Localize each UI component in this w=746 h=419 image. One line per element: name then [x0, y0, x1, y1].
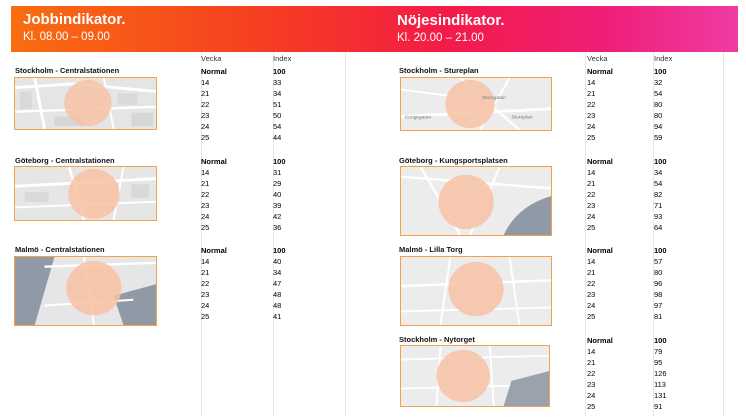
- week-cell: 25: [587, 133, 596, 142]
- week-cell: Normal: [201, 246, 227, 255]
- map-graphic: [401, 167, 551, 235]
- week-cell: 22: [201, 279, 210, 288]
- index-cell: 51: [273, 100, 282, 109]
- index-cell: 64: [654, 223, 663, 232]
- week-cell: 23: [201, 290, 210, 299]
- map-graphic: [401, 346, 549, 406]
- index-cell: 100: [273, 67, 286, 76]
- week-cell: 24: [201, 301, 210, 310]
- week-cell: 24: [201, 122, 210, 131]
- index-cell: 71: [654, 201, 663, 210]
- week-cell: 21: [587, 179, 596, 188]
- job-indicator-title: Jobbindikator.: [23, 11, 126, 28]
- index-cell: 113: [654, 380, 666, 389]
- map-stockholm-nytorget: [400, 345, 550, 407]
- week-cell: 21: [587, 89, 596, 98]
- map-graphic: [15, 257, 156, 325]
- location-title-stockholm-central: Stockholm - Centralstationen: [15, 66, 120, 75]
- week-cell: 23: [201, 201, 210, 210]
- index-cell: 54: [654, 179, 663, 188]
- index-cell: 39: [273, 201, 282, 210]
- week-cell: 14: [587, 347, 596, 356]
- index-cell: 47: [273, 279, 282, 288]
- location-title-goteborg-central: Göteborg - Centralstationen: [15, 156, 115, 165]
- week-cell: Normal: [587, 246, 613, 255]
- index-cell: 41: [273, 312, 282, 321]
- location-title-malmo-lilla-torg: Malmö - Lilla Torg: [399, 245, 463, 254]
- index-cell: 50: [273, 111, 282, 120]
- map-goteborg-central: [14, 166, 157, 221]
- location-title-goteborg-kungsportsplatsen: Göteborg - Kungsportsplatsen: [399, 156, 508, 165]
- column-header-week: Vecka: [587, 54, 608, 63]
- column-header-index: Index: [273, 54, 292, 63]
- week-cell: 14: [587, 78, 596, 87]
- index-cell: 82: [654, 190, 663, 199]
- week-cell: 25: [587, 223, 596, 232]
- job-indicator-time: Kl. 08.00 – 09.00: [23, 31, 110, 43]
- week-cell: 24: [587, 391, 596, 400]
- index-cell: 93: [654, 212, 663, 221]
- index-cell: 80: [654, 100, 663, 109]
- map-label: Sturegatan: [481, 96, 506, 102]
- map-graphic: [15, 78, 156, 129]
- index-cell: 100: [273, 246, 286, 255]
- week-cell: 25: [587, 312, 596, 321]
- index-cell: 131: [654, 391, 667, 400]
- week-cell: 24: [587, 301, 596, 310]
- week-cell: 14: [587, 257, 596, 266]
- map-graphic: [401, 257, 551, 325]
- week-cell: 25: [201, 133, 210, 142]
- index-cell: 42: [273, 212, 282, 221]
- index-cell: 100: [273, 157, 286, 166]
- week-cell: 24: [201, 212, 210, 221]
- week-cell: 22: [201, 100, 210, 109]
- index-cell: 100: [654, 67, 667, 76]
- index-cell: 57: [654, 257, 663, 266]
- index-cell: 34: [273, 268, 282, 277]
- week-cell: Normal: [201, 67, 227, 76]
- index-cell: 95: [654, 358, 663, 367]
- week-cell: Normal: [201, 157, 227, 166]
- map-label: Kungsgatan: [404, 115, 432, 121]
- week-cell: 23: [201, 111, 210, 120]
- index-cell: 40: [273, 190, 282, 199]
- header-banner: [11, 6, 738, 52]
- fun-indicator-time: Kl. 20.00 – 21.00: [397, 32, 484, 44]
- week-cell: 21: [201, 179, 210, 188]
- location-title-stockholm-stureplan: Stockholm - Stureplan: [399, 66, 479, 75]
- index-cell: 100: [654, 336, 667, 345]
- index-cell: 96: [654, 279, 663, 288]
- index-cell: 34: [654, 168, 663, 177]
- map-goteborg-kungsportsplatsen: [400, 166, 552, 236]
- index-cell: 44: [273, 133, 282, 142]
- week-cell: 22: [201, 190, 210, 199]
- week-cell: 21: [201, 268, 210, 277]
- fun-indicator-title: Nöjesindikator.: [397, 12, 505, 29]
- index-cell: 40: [273, 257, 282, 266]
- index-cell: 29: [273, 179, 282, 188]
- index-cell: 81: [654, 312, 663, 321]
- map-stockholm-stureplan: [400, 77, 552, 131]
- location-title-malmo-central: Malmö - Centralstationen: [15, 245, 105, 254]
- week-cell: 22: [587, 190, 596, 199]
- column-header-index: Index: [654, 54, 673, 63]
- index-cell: 36: [273, 223, 282, 232]
- week-cell: 23: [587, 201, 596, 210]
- index-cell: 94: [654, 122, 663, 131]
- week-cell: 23: [587, 380, 596, 389]
- week-cell: 14: [201, 78, 210, 87]
- map-stockholm-central: [14, 77, 157, 130]
- week-cell: 23: [587, 290, 596, 299]
- index-cell: 100: [654, 246, 667, 255]
- column-header-week: Vecka: [201, 54, 222, 63]
- week-cell: 25: [201, 312, 210, 321]
- week-cell: 22: [587, 100, 596, 109]
- index-cell: 98: [654, 290, 663, 299]
- index-cell: 34: [273, 89, 282, 98]
- index-cell: 59: [654, 133, 663, 142]
- index-cell: 126: [654, 369, 667, 378]
- grid-line: [345, 52, 346, 416]
- week-cell: 23: [587, 111, 596, 120]
- week-cell: 22: [587, 279, 596, 288]
- week-cell: 24: [587, 122, 596, 131]
- week-cell: Normal: [587, 157, 613, 166]
- map-label: Stureplan: [511, 115, 533, 121]
- index-cell: 91: [654, 402, 663, 411]
- map-graphic: [15, 167, 156, 220]
- spreadsheet-grid: [11, 52, 738, 416]
- index-cell: 48: [273, 290, 282, 299]
- index-cell: 100: [654, 157, 667, 166]
- week-cell: Normal: [587, 336, 613, 345]
- index-cell: 80: [654, 268, 663, 277]
- index-cell: 54: [273, 122, 282, 131]
- week-cell: 14: [201, 257, 210, 266]
- index-cell: 54: [654, 89, 663, 98]
- map-malmo-lilla-torg: [400, 256, 552, 326]
- map-malmo-central: [14, 256, 157, 326]
- week-cell: 24: [587, 212, 596, 221]
- week-cell: 21: [587, 358, 596, 367]
- index-cell: 80: [654, 111, 663, 120]
- week-cell: 21: [587, 268, 596, 277]
- index-cell: 97: [654, 301, 663, 310]
- week-cell: 22: [587, 369, 596, 378]
- location-title-stockholm-nytorget: Stockholm - Nytorget: [399, 335, 475, 344]
- week-cell: 14: [201, 168, 210, 177]
- index-cell: 48: [273, 301, 282, 310]
- map-graphic: [401, 78, 551, 130]
- week-cell: Normal: [587, 67, 613, 76]
- week-cell: 14: [587, 168, 596, 177]
- index-cell: 32: [654, 78, 663, 87]
- grid-line: [585, 52, 586, 416]
- index-cell: 79: [654, 347, 663, 356]
- week-cell: 25: [587, 402, 596, 411]
- index-cell: 33: [273, 78, 282, 87]
- index-cell: 31: [273, 168, 282, 177]
- week-cell: 21: [201, 89, 210, 98]
- grid-line: [723, 52, 724, 416]
- week-cell: 25: [201, 223, 210, 232]
